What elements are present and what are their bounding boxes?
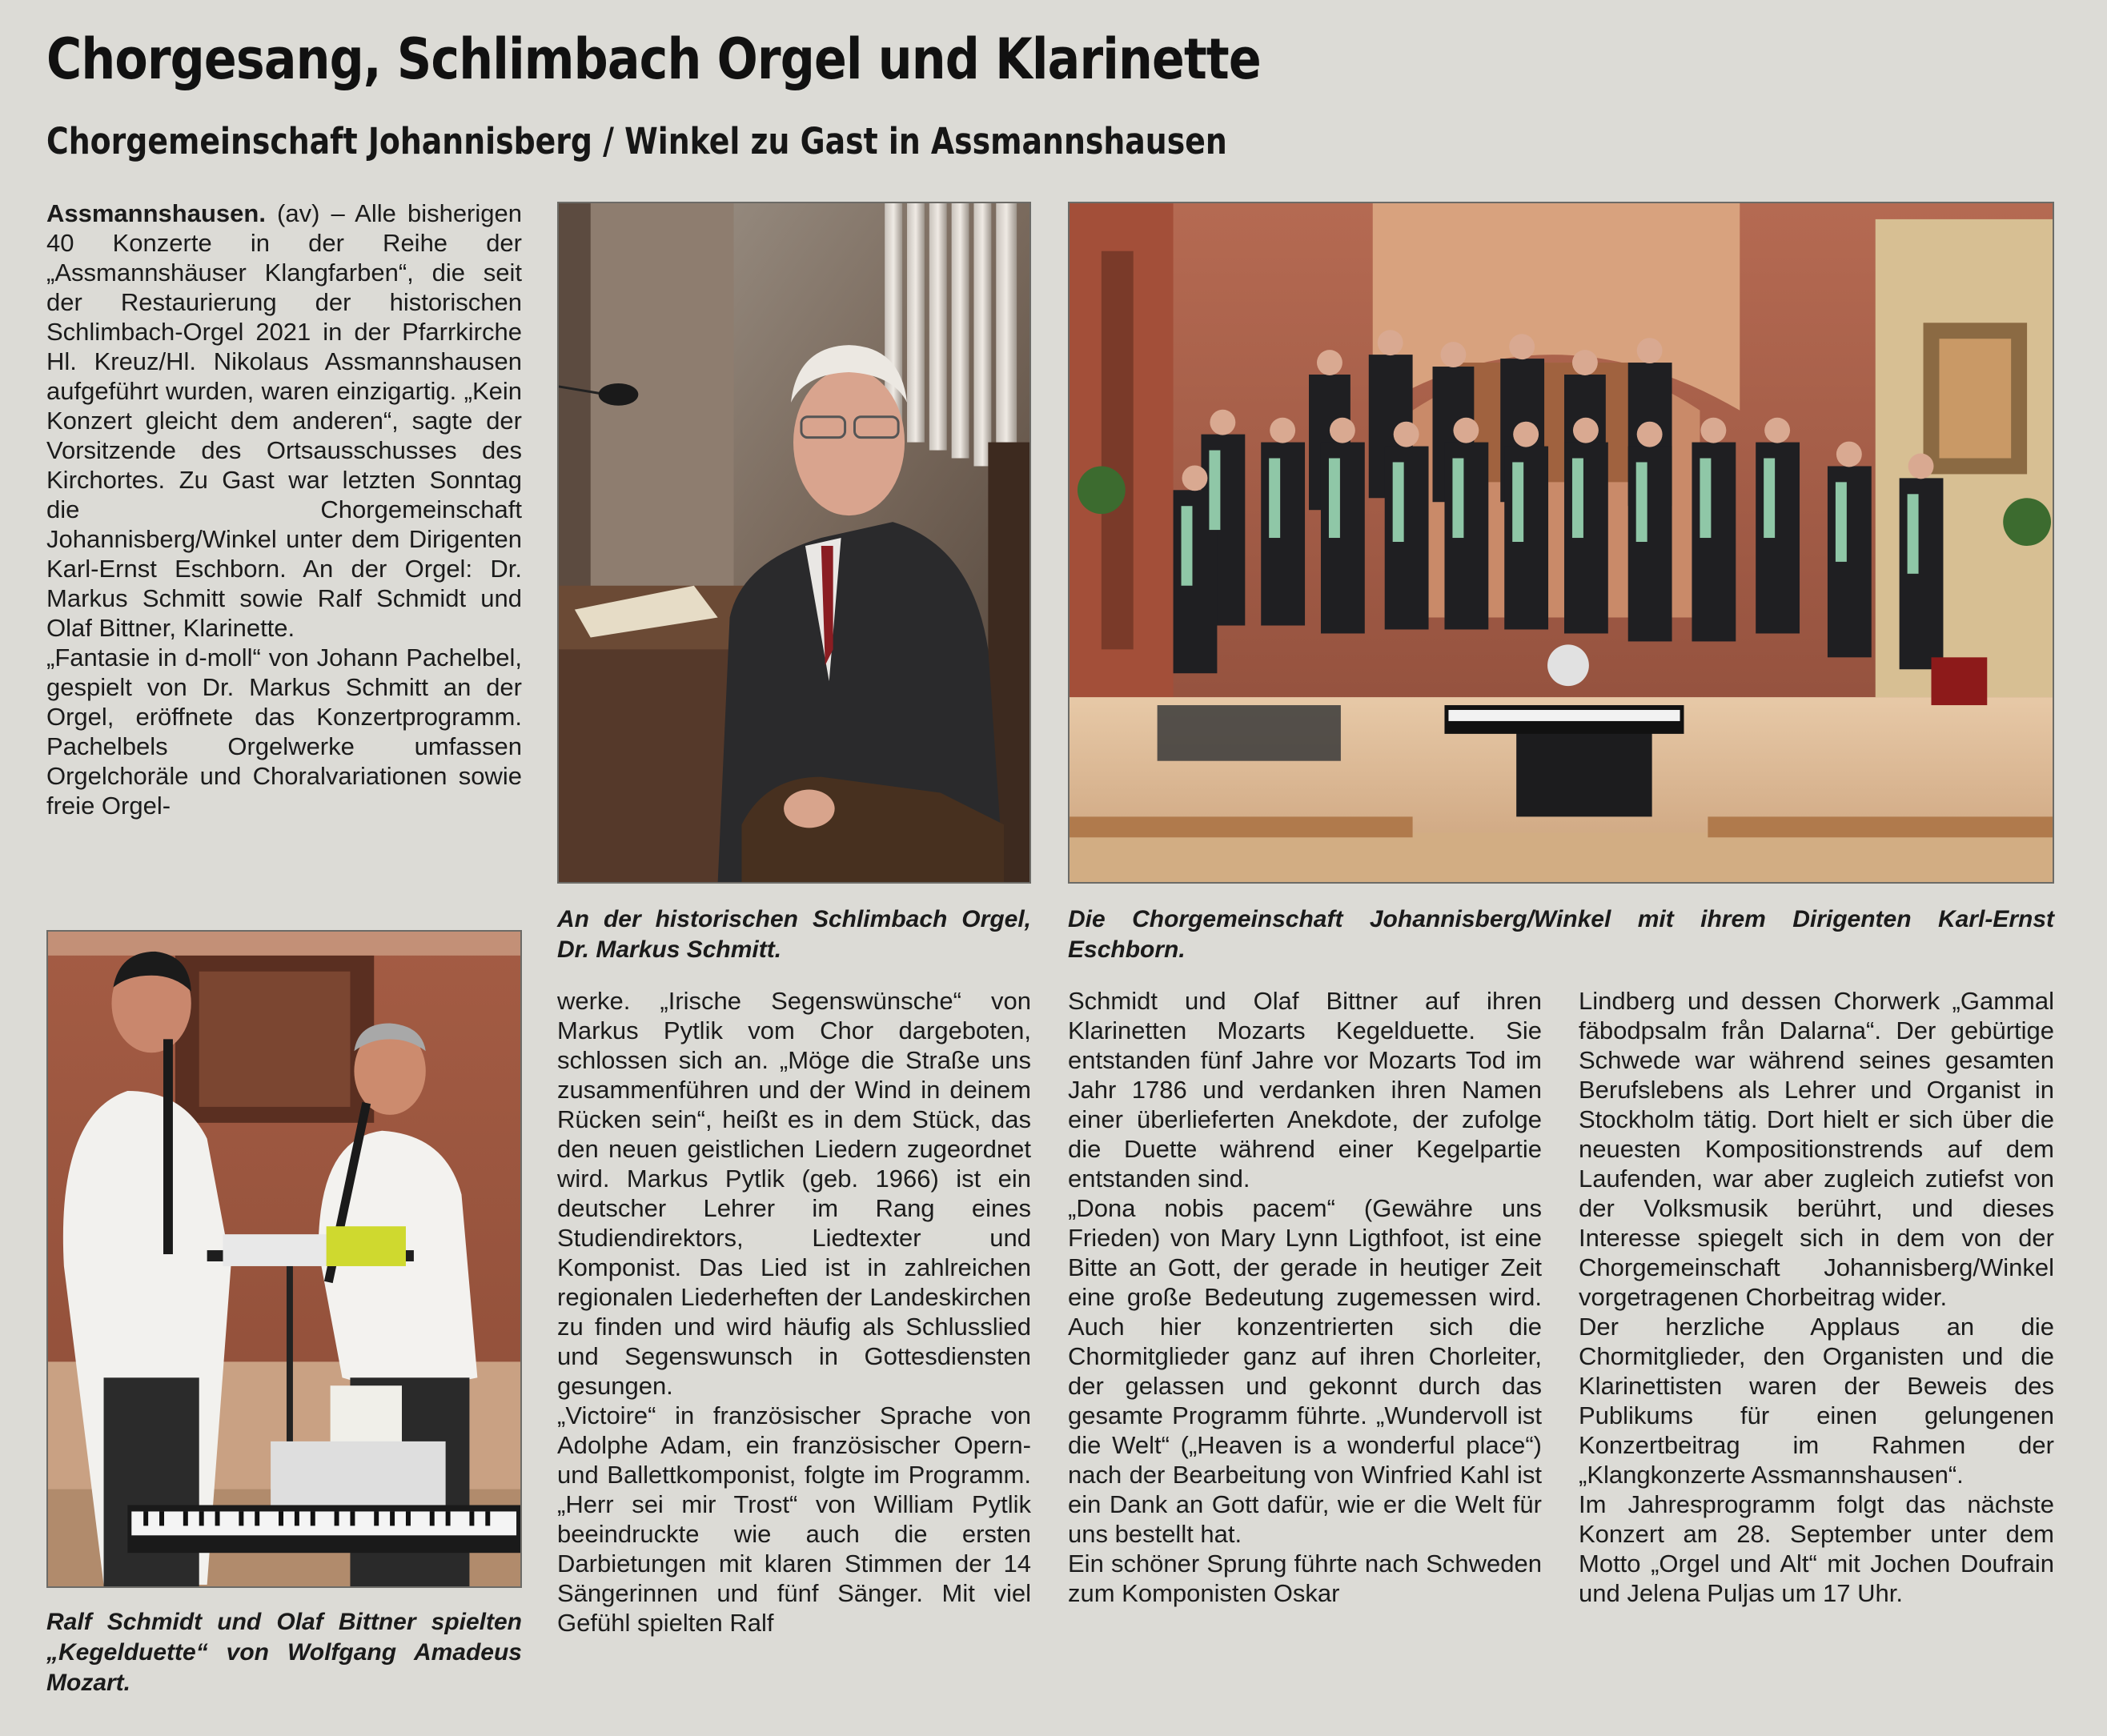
paragraph-dona-nobis: „Dona nobis pacem“ (Gewähre uns Frieden) von Mary Lynn Ligthfoot, ist eine Bitte an Gott, der gerade in heutiger Zeit eine große Bedeutung zugemessen wird. Auch hier konzentrierten sich die Chormitglieder ganz auf ihren Chorleiter, der gelassen und gekonnt durch das gesamte Programm führte. „Wundervoll ist die Welt“ („Heaven is a wonderful place“) nach der Bearbeitung von Winfried Kahl ist ein Dank an Gott dafür, wie er die Welt für uns bestellt hat. (1068, 1194, 1542, 1548)
paragraph-lindberg: Lindberg und dessen Chorwerk „Gammal fäbodpsalm från Dalarna“. Der gebürtige Schwede war während seines gesamten Berufslebens als Lehrer und Organist in Stockholm tätig. Dort hielt er sich über die neuesten Kompositionstrends auf dem Laufenden, war aber zugleich zutiefst von der Volksmusik berührt, und dieses Interesse spiegelt sich in dem von der Chorgemeinschaft Johannisberg/Winkel vorgetragenen Chorbeitrag wider. (1579, 987, 2054, 1311)
paragraph-pachelbel: „Fantasie in d-moll“ von Johann Pachelbel, gespielt von Dr. Markus Schmitt an der Orgel, eröffnete das Konzertprogramm. Pachelbels Orgelwerke umfassen Orgelchoräle und Choralvariationen sowie freie Orgel- (46, 643, 522, 820)
organist-caption: An der historischen Schlimbach Orgel, Dr. Markus Schmitt. (557, 906, 1031, 963)
article-subhead: Chorgemeinschaft Johannisberg / Winkel zu Gast in Assmannshausen (46, 120, 1227, 162)
clarinet-duo-photo (46, 930, 522, 1588)
dateline: Assmannshausen. (46, 199, 266, 227)
choir-caption: Die Chorgemeinschaft Johannisberg/Winkel mit ihrem Dirigenten Karl-Ernst Eschborn. (1068, 906, 2054, 963)
clarinet-caption: Ralf Schmidt und Olaf Bittner spielten „Kegelduette“ von Wolfgang Amadeus Mozart. (46, 1609, 522, 1696)
article-headline: Chorgesang, Schlimbach Orgel und Klarinette (46, 26, 1261, 92)
paragraph-jahresprogramm: Im Jahresprogramm folgt das nächste Konzert am 28. September unter dem Motto „Orgel und Alt“ mit Jochen Doufrain und Jelena Puljas um 17 Uhr. (1579, 1490, 2054, 1607)
choir-photo (1068, 202, 2054, 884)
organist-photo (557, 202, 1031, 884)
paragraph-intro: (av) – Alle bisherigen 40 Konzerte in der Reihe der „Assmannshäuser Klangfarben“, die seit der Restaurierung der historischen Schlimbach-Orgel 2021 in der Pfarrkirche Hl. Kreuz/Hl. Nikolaus Assmannshausen aufgeführt wurden, waren einzigartig. „Kein Konzert gleicht dem anderen“, sagte der Vorsitzende des Ortsausschusses des Kirchortes. Zu Gast war letzten Sonntag die Chorgemeinschaft Johannisberg/Winkel unter dem Dirigenten Karl-Ernst Eschborn. An der Orgel: Dr. Markus Schmitt sowie Ralf Schmidt und Olaf Bittner, Klarinette. (46, 199, 522, 642)
paragraph-kegelduette: Schmidt und Olaf Bittner auf ihren Klarinetten Mozarts Kegelduette. Sie entstanden fünf Jahre vor Mozarts Tod im Jahr 1786 und verdanken ihren Namen einer überlieferten Anekdote, der zufolge die Duette während einer Kegelpartie entstanden sind. (1068, 987, 1542, 1193)
column-3-text (1068, 986, 1542, 1608)
paragraph-pytlik: werke. „Irische Segenswünsche“ von Markus Pytlik vom Chor dargeboten, schlossen sich an. „Möge die Straße uns zusammenführen und der Wind in deinem Rücken sein“, heißt es in dem Stück, das den neuen geistlichen Liedern zugeordnet wird. Markus Pytlik (geb. 1966) ist ein deutscher Lehrer im Rang eines Studiendirektors, Liedtexter und Komponist. Das Lied ist in zahlreichen regionalen Liederheften der Landeskirchen zu finden und wird häufig als Schlusslied und Segenswunsch in Gottesdiensten gesungen. (557, 987, 1031, 1400)
column-2-text (557, 986, 1031, 1638)
paragraph-applaus: Der herzliche Applaus an die Chormitglieder, den Organisten und die Klarinettisten waren der Beweis des Publikums für einen gelungenen Konzertbeitrag im Rahmen der „Klangkonzerte Assmannshausen“. (1579, 1313, 2054, 1489)
paragraph-schweden: Ein schöner Sprung führte nach Schweden zum Komponisten Oskar (1068, 1550, 1542, 1607)
column-1-text (46, 198, 522, 820)
column-4-text (1579, 986, 2054, 1608)
paragraph-victoire: „Victoire“ in französischer Sprache von Adolphe Adam, ein französischer Opern- und Ballettkomponist, folgte im Programm. „Herr sei mir Trost“ von William Pytlik beeindruckte wie auch die ersten Darbietungen mit klaren Stimmen der 14 Sängerinnen und fünf Sänger. Mit viel Gefühl spielten Ralf (557, 1401, 1031, 1637)
